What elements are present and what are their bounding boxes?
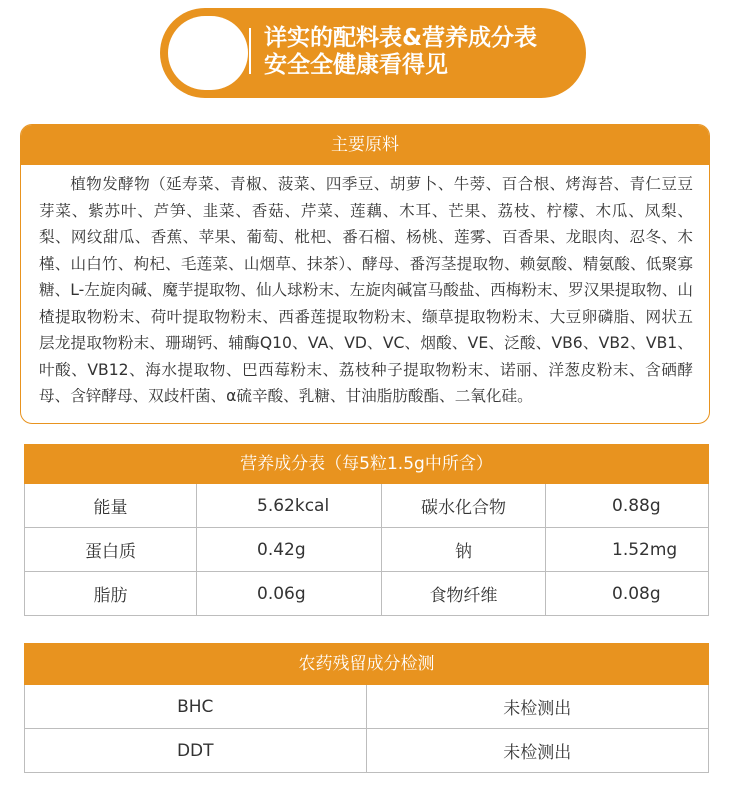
table-row bbox=[24, 484, 709, 528]
nutrient-value: 0.88g bbox=[612, 495, 661, 516]
nutrient-label: 脂肪 bbox=[25, 572, 197, 615]
pesticide-result: 未检测出 bbox=[503, 699, 572, 719]
nutrient-value: 5.62kcal bbox=[197, 484, 382, 527]
table-row bbox=[24, 729, 709, 773]
pesticide-name: BHC bbox=[25, 685, 367, 728]
table-row bbox=[24, 528, 709, 572]
header-divider bbox=[249, 28, 251, 74]
table-row bbox=[24, 572, 709, 616]
nutrition-table bbox=[24, 444, 709, 616]
nutrition-title: 营养成分表（每5粒1.5g中所含） bbox=[24, 444, 709, 484]
nutrient-label: 食物纤维 bbox=[382, 572, 546, 615]
nutrient-label: 能量 bbox=[25, 484, 197, 527]
nutrient-label: 碳水化合物 bbox=[382, 484, 546, 527]
nutrient-value: 1.52mg bbox=[612, 539, 678, 560]
header-title-line1: 详实的配料表&营养成分表 bbox=[264, 25, 538, 51]
nutrient-value: 0.42g bbox=[197, 528, 382, 571]
nutrient-value: 0.06g bbox=[197, 572, 382, 615]
pesticide-table bbox=[24, 643, 709, 773]
nutrient-label: 钠 bbox=[382, 528, 546, 571]
ingredients-title: 主要原料 bbox=[21, 125, 709, 165]
section-number: 04 bbox=[180, 19, 236, 72]
nutrient-label: 蛋白质 bbox=[25, 528, 197, 571]
header-title-line2: 安全全健康看得见 bbox=[264, 52, 448, 78]
ingredients-card bbox=[20, 124, 710, 424]
pesticide-title: 农药残留成分检测 bbox=[24, 643, 709, 685]
ingredients-text: 植物发酵物（延寿菜、青椒、菠菜、四季豆、胡萝卜、牛蒡、百合根、烤海苔、青仁豆豆芽菜、紫苏叶、芦笋、韭菜、香菇、芹菜、莲藕、木耳、芒果、荔枝、柠檬、木瓜、凤梨、梨、网纹甜瓜、香蕉、苹果、葡萄、枇杷、番石榴、杨桃、莲雾、百香果、龙眼肉、忍冬、木槿、山白竹、枸杞、毛莲菜、山烟草、抹茶）、酵母、番泻茎提取物、赖氨酸、精氨酸、低聚寡糖、L-左旋肉碱、魔芋提取物、仙人球粉末、左旋肉碱富马酸盐、西梅粉末、罗汉果提取物、山楂提取物粉末、荷叶提取物粉末、西番莲提取物粉末、缬草提取物粉末、大豆卵磷脂、网状五层龙提取物粉末、珊瑚钙、辅酶Q10、VA、VD、VC、烟酸、VE、泛酸、VB6、VB2、VB1、叶酸、VB12、海水提取物、巴西莓粉末、荔枝种子提取物粉末、诺丽、洋葱皮粉末、含硒酵母、含锌酵母、双歧杆菌、α硫辛酸、乳糖、甘油脂肪酸酯、二氧化硅。 bbox=[39, 175, 693, 405]
pesticide-name: DDT bbox=[25, 729, 367, 772]
pesticide-result: 未检测出 bbox=[503, 743, 572, 763]
nutrient-value: 0.08g bbox=[612, 583, 661, 604]
table-row bbox=[24, 685, 709, 729]
